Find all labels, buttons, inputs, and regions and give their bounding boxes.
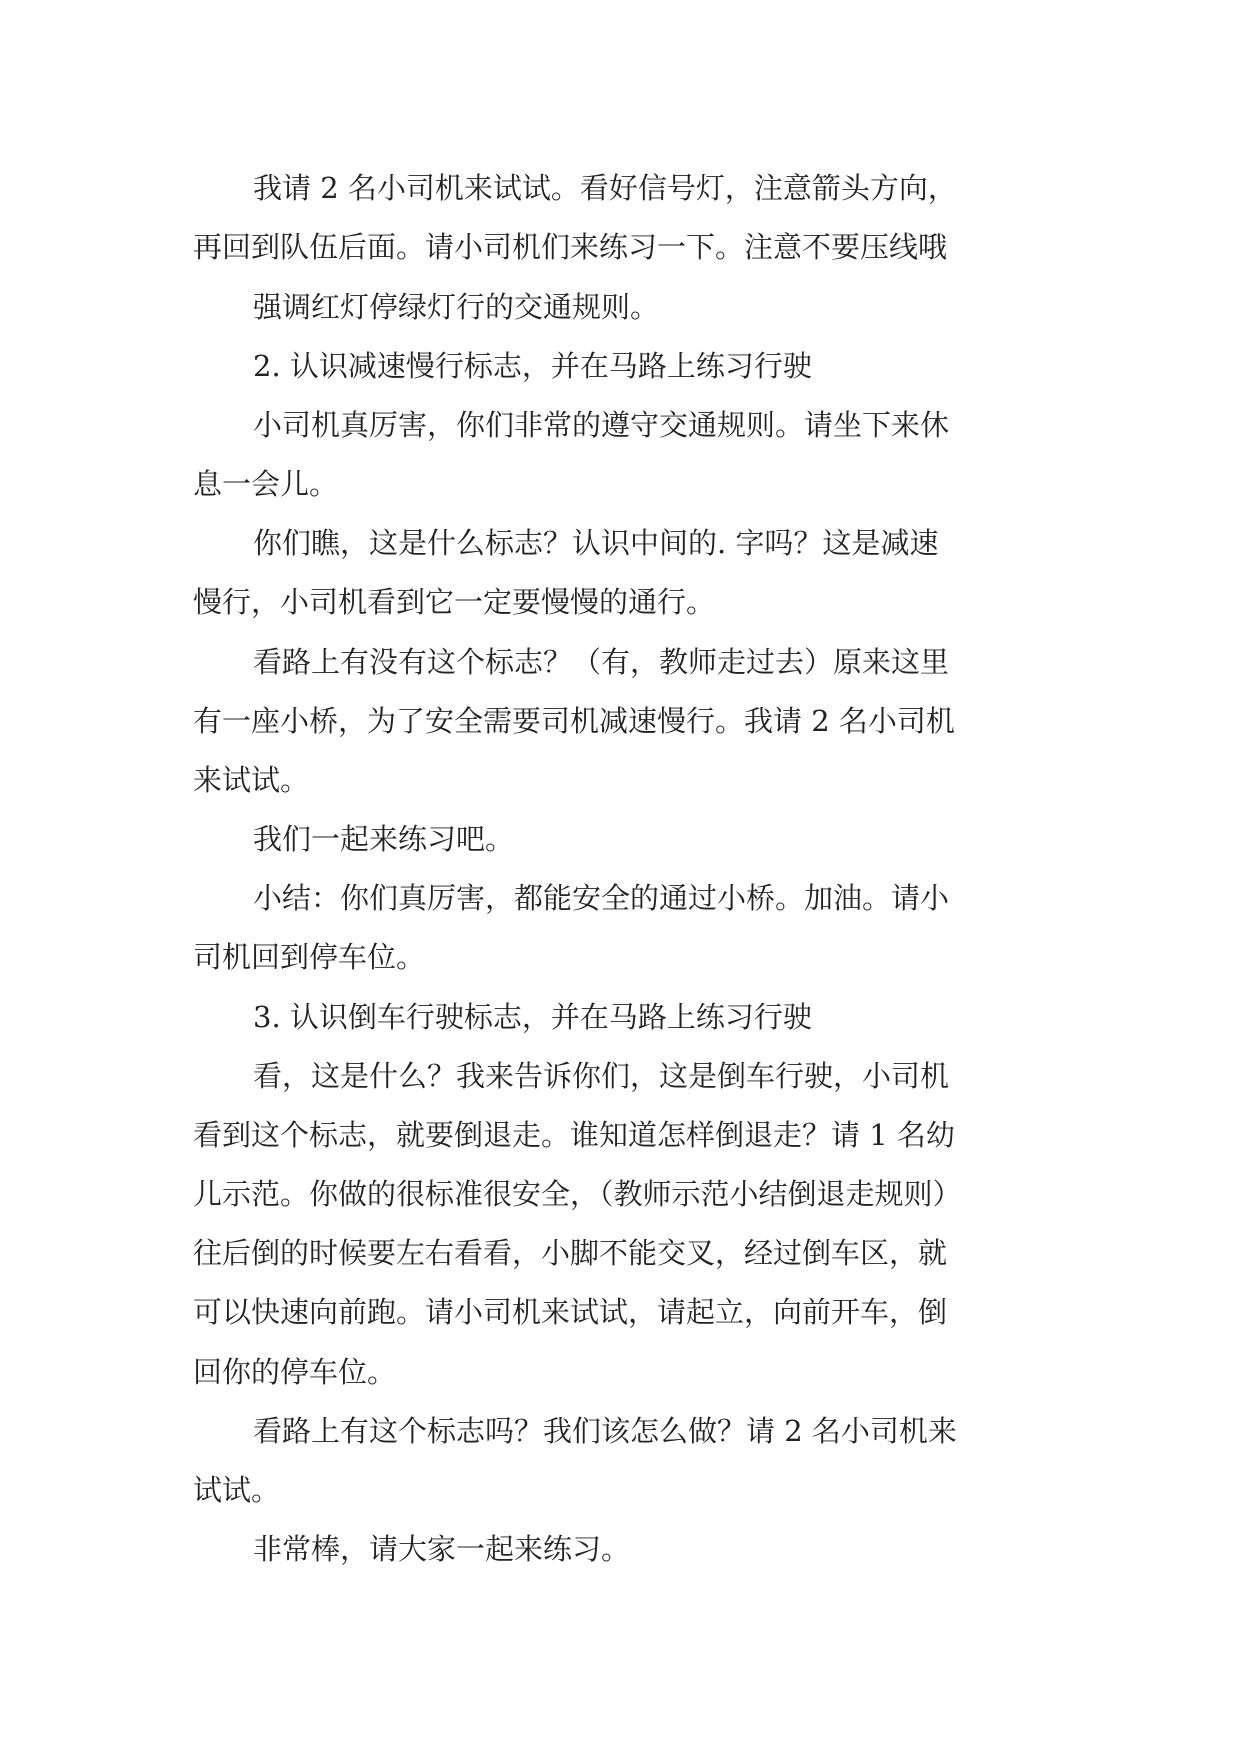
- text-line: 来试试。: [193, 763, 310, 797]
- text-line: 往后倒的时候要左右看看，小脚不能交叉，经过倒车区，就: [193, 1236, 948, 1270]
- text-line: 你们瞧，这是什么标志？认识中间的. 字吗？这是减速: [253, 526, 939, 560]
- text-line: 息一会儿。: [193, 467, 339, 501]
- text-line: 可以快速向前跑。请小司机来试试，请起立，向前开车，倒: [193, 1295, 948, 1329]
- text-line: 司机回到停车位。: [193, 940, 426, 974]
- text-line: 我请 2 名小司机来试试。看好信号灯，注意箭头方向，: [253, 171, 957, 205]
- text-line: 小结：你们真厉害，都能安全的通过小桥。加油。请小: [253, 881, 950, 915]
- text-line: 我们一起来练习吧。: [253, 822, 515, 856]
- text-line: 有一座小桥，为了安全需要司机减速慢行。我请 2 名小司机: [193, 704, 955, 738]
- text-line: 强调红灯停绿灯行的交通规则。: [253, 290, 660, 324]
- text-line: 看，这是什么？我来告诉你们，这是倒车行驶，小司机: [253, 1059, 950, 1093]
- text-line: 小司机真厉害，你们非常的遵守交通规则。请坐下来休: [253, 408, 950, 442]
- text-line: 儿示范。你做的很标准很安全，（教师示范小结倒退走规则）: [193, 1177, 962, 1211]
- text-line: 看路上有没有这个标志？（有，教师走过去）原来这里: [253, 645, 950, 679]
- text-line: 看路上有这个标志吗？我们该怎么做？请 2 名小司机来: [253, 1414, 957, 1448]
- text-line: 看到这个标志，就要倒退走。谁知道怎样倒退走？请 1 名幼: [193, 1118, 955, 1152]
- text-line: 再回到队伍后面。请小司机们来练习一下。注意不要压线哦: [193, 230, 948, 264]
- text-line: 试试。: [193, 1473, 281, 1507]
- section-heading: 3. 认识倒车行驶标志，并在马路上练习行驶: [253, 1000, 812, 1034]
- text-line: 非常棒，请大家一起来练习。: [253, 1532, 631, 1566]
- section-heading: 2. 认识减速慢行标志，并在马路上练习行驶: [253, 349, 812, 383]
- text-line: 回你的停车位。: [193, 1355, 397, 1389]
- text-line: 慢行，小司机看到它一定要慢慢的通行。: [193, 585, 716, 619]
